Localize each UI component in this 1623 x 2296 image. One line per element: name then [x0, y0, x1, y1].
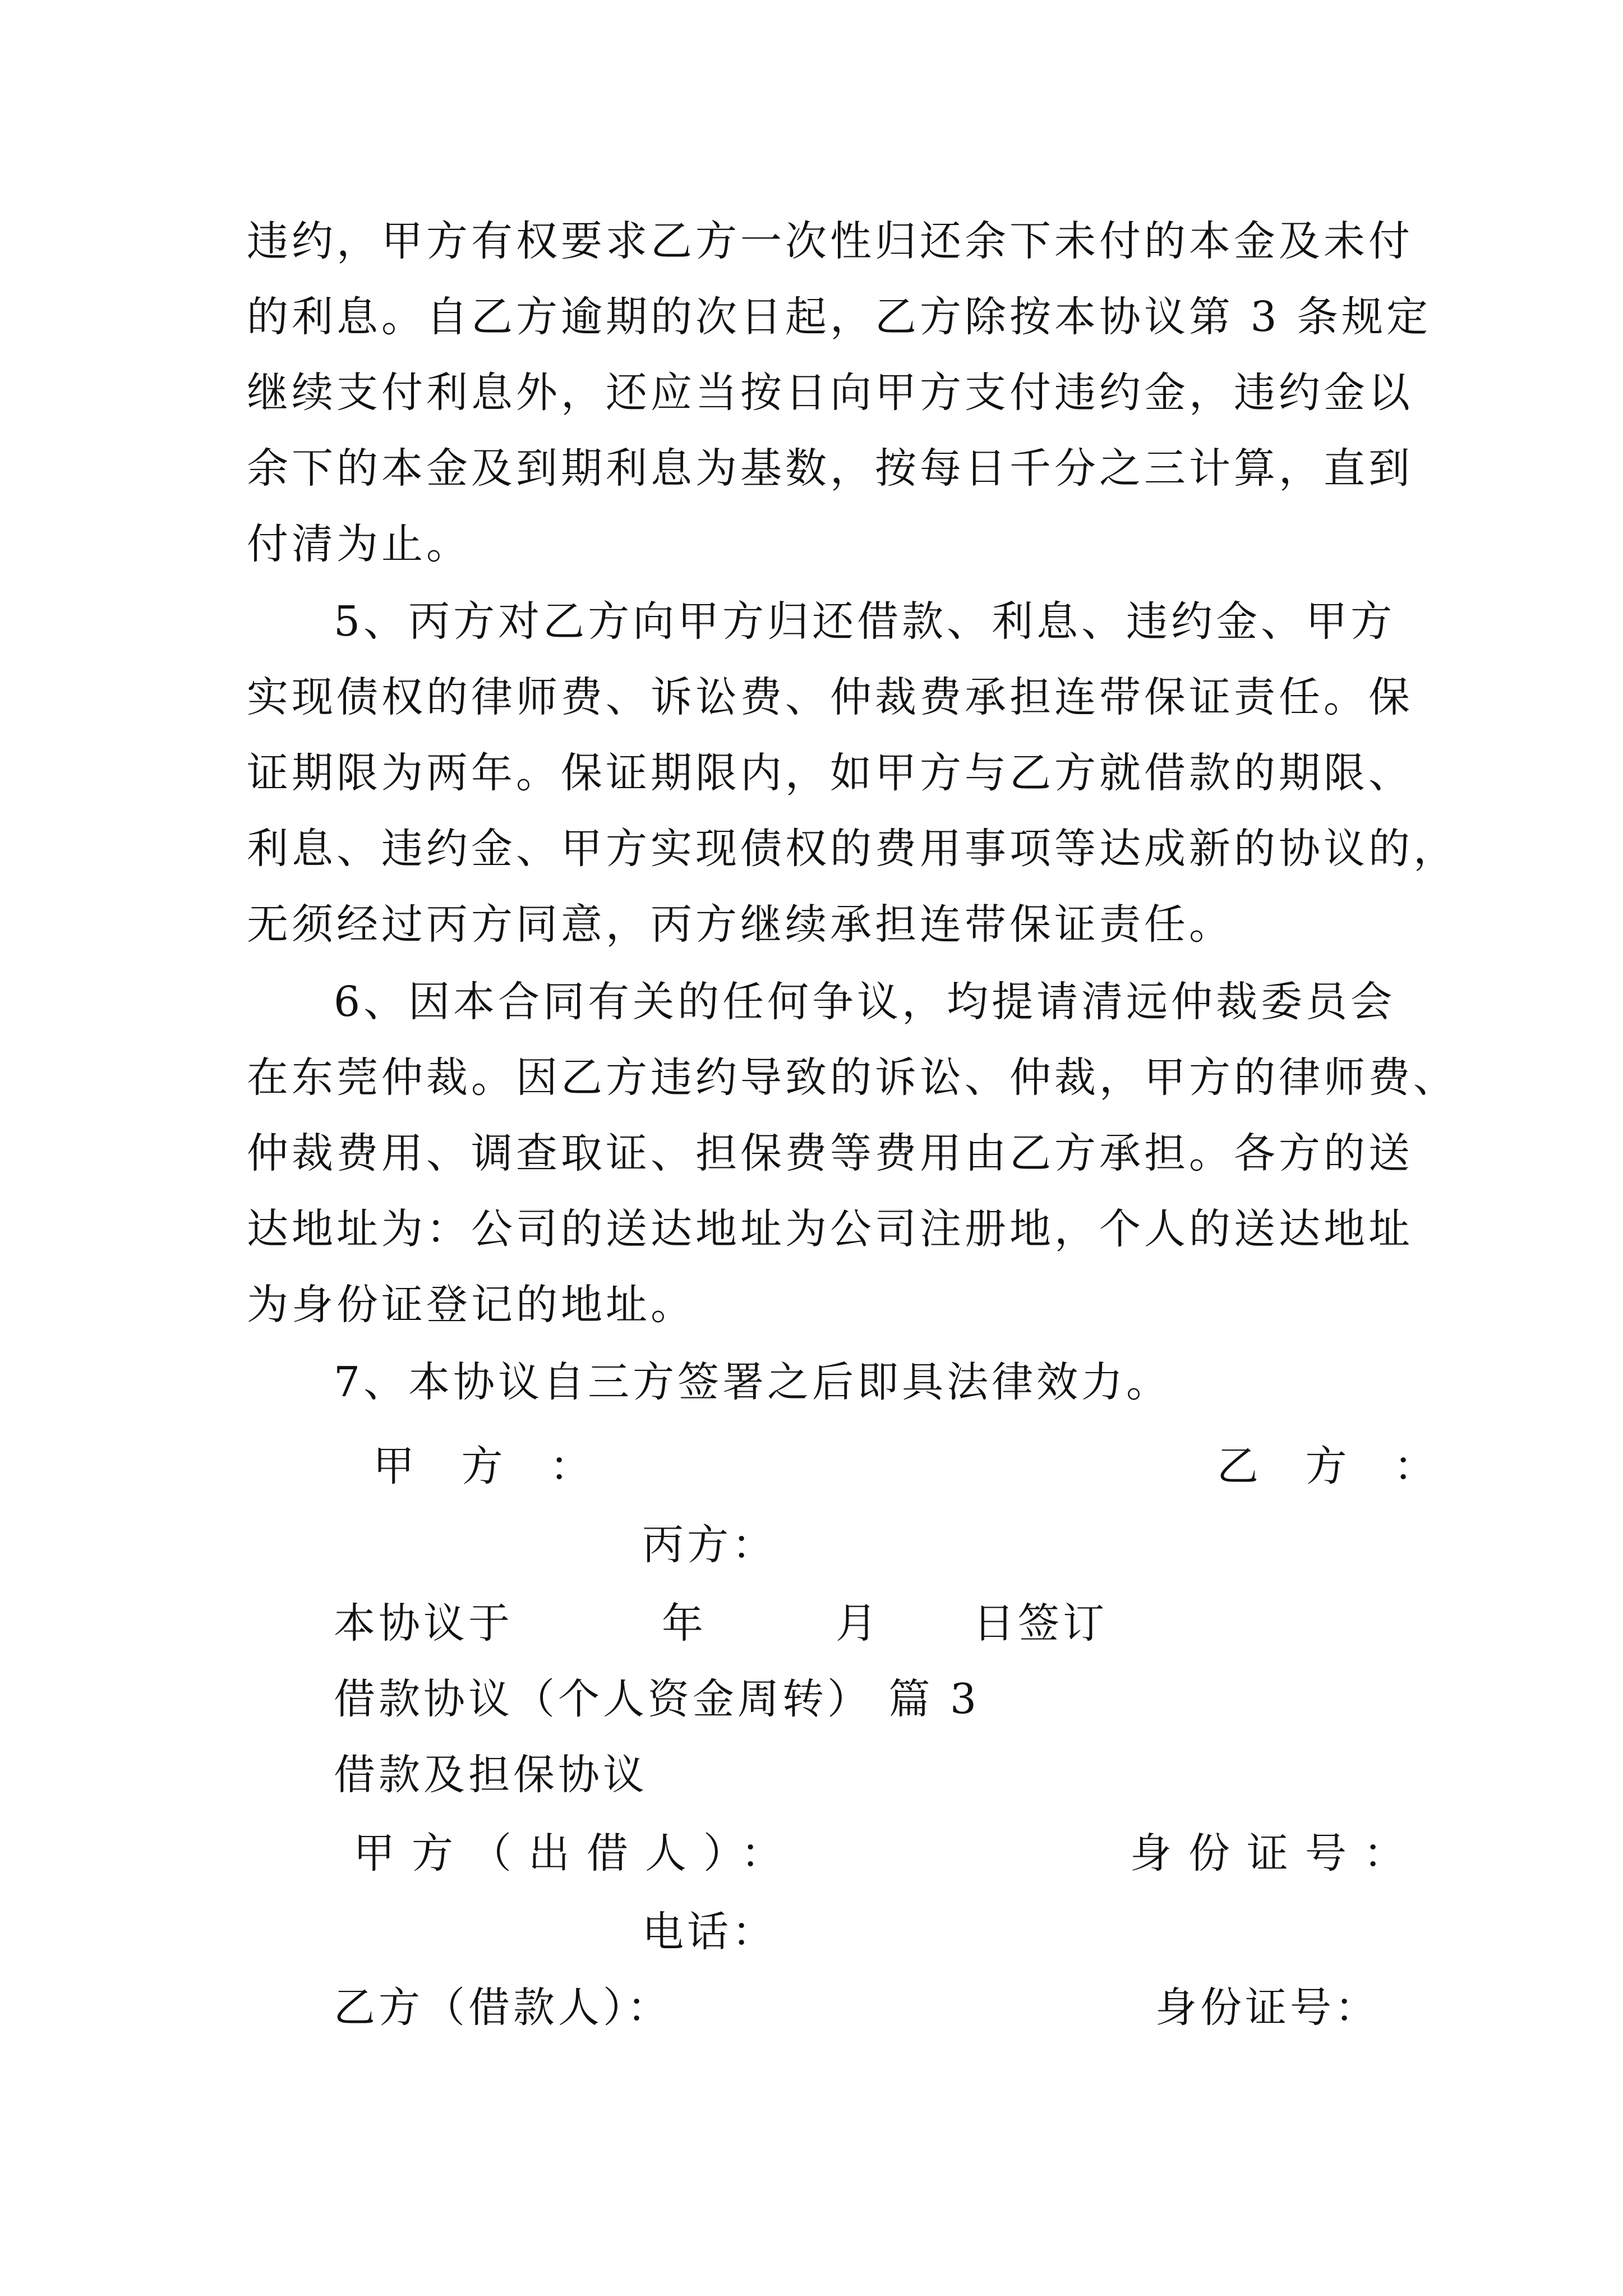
section-heading: 借款协议（个人资金周转） 篇 3	[334, 1675, 980, 1723]
party-c-label: 丙方：	[642, 1521, 777, 1569]
body-line: 在东莞仲裁。因乙方违约导致的诉讼、仲裁，甲方的律师费、	[247, 1053, 1458, 1102]
signed-date-year: 年	[662, 1599, 707, 1648]
body-line: 仲裁费用、调查取证、担保费等费用由乙方承担。各方的送	[247, 1129, 1413, 1177]
body-line: 实现债权的律师费、诉讼费、仲裁费承担连带保证责任。保	[247, 673, 1413, 721]
body-line: 付清为止。	[247, 520, 471, 568]
signed-date-prefix: 本协议于	[334, 1599, 513, 1648]
section-subtitle: 借款及担保协议	[334, 1751, 648, 1799]
signed-date-month: 月	[836, 1599, 880, 1648]
body-line: 证期限为两年。保证期限内，如甲方与乙方就借款的期限、	[247, 749, 1413, 797]
phone-label: 电话：	[642, 1908, 777, 1956]
clause-5-line: 5、丙方对乙方向甲方归还借款、利息、违约金、甲方	[334, 597, 1396, 646]
body-line: 违约，甲方有权要求乙方一次性归还余下未付的本金及未付	[247, 217, 1413, 265]
body-line: 无须经过丙方同意，丙方继续承担连带保证责任。	[247, 900, 1234, 949]
borrower-id-label: 身份证号：	[1155, 1984, 1380, 2032]
body-line: 为身份证登记的地址。	[247, 1281, 695, 1329]
party-b-label: 乙 方 ：	[1217, 1442, 1453, 1490]
body-line: 余下的本金及到期利息为基数，按每日千分之三计算，直到	[247, 444, 1413, 493]
body-line: 利息、违约金、甲方实现债权的费用事项等达成新的协议的，	[247, 825, 1458, 873]
lender-label: 甲方（出借人）：	[353, 1829, 799, 1878]
body-line: 达地址为：公司的送达地址为公司注册地，个人的送达地址	[247, 1205, 1413, 1253]
lender-id-label: 身份证号：	[1130, 1829, 1422, 1878]
clause-6-line: 6、因本合同有关的任何争议，均提请清远仲裁委员会	[334, 978, 1396, 1026]
party-a-label: 甲 方 ：	[373, 1442, 608, 1490]
body-line: 继续支付利息外，还应当按日向甲方支付违约金，违约金以	[247, 369, 1413, 417]
signed-date-day: 日签订	[973, 1599, 1108, 1648]
clause-7-line: 7、本协议自三方签署之后即具法律效力。	[334, 1358, 1172, 1406]
body-line: 的利息。自乙方逾期的次日起，乙方除按本协议第 3 条规定	[247, 293, 1432, 341]
borrower-label: 乙方（借款人）：	[334, 1984, 672, 2032]
